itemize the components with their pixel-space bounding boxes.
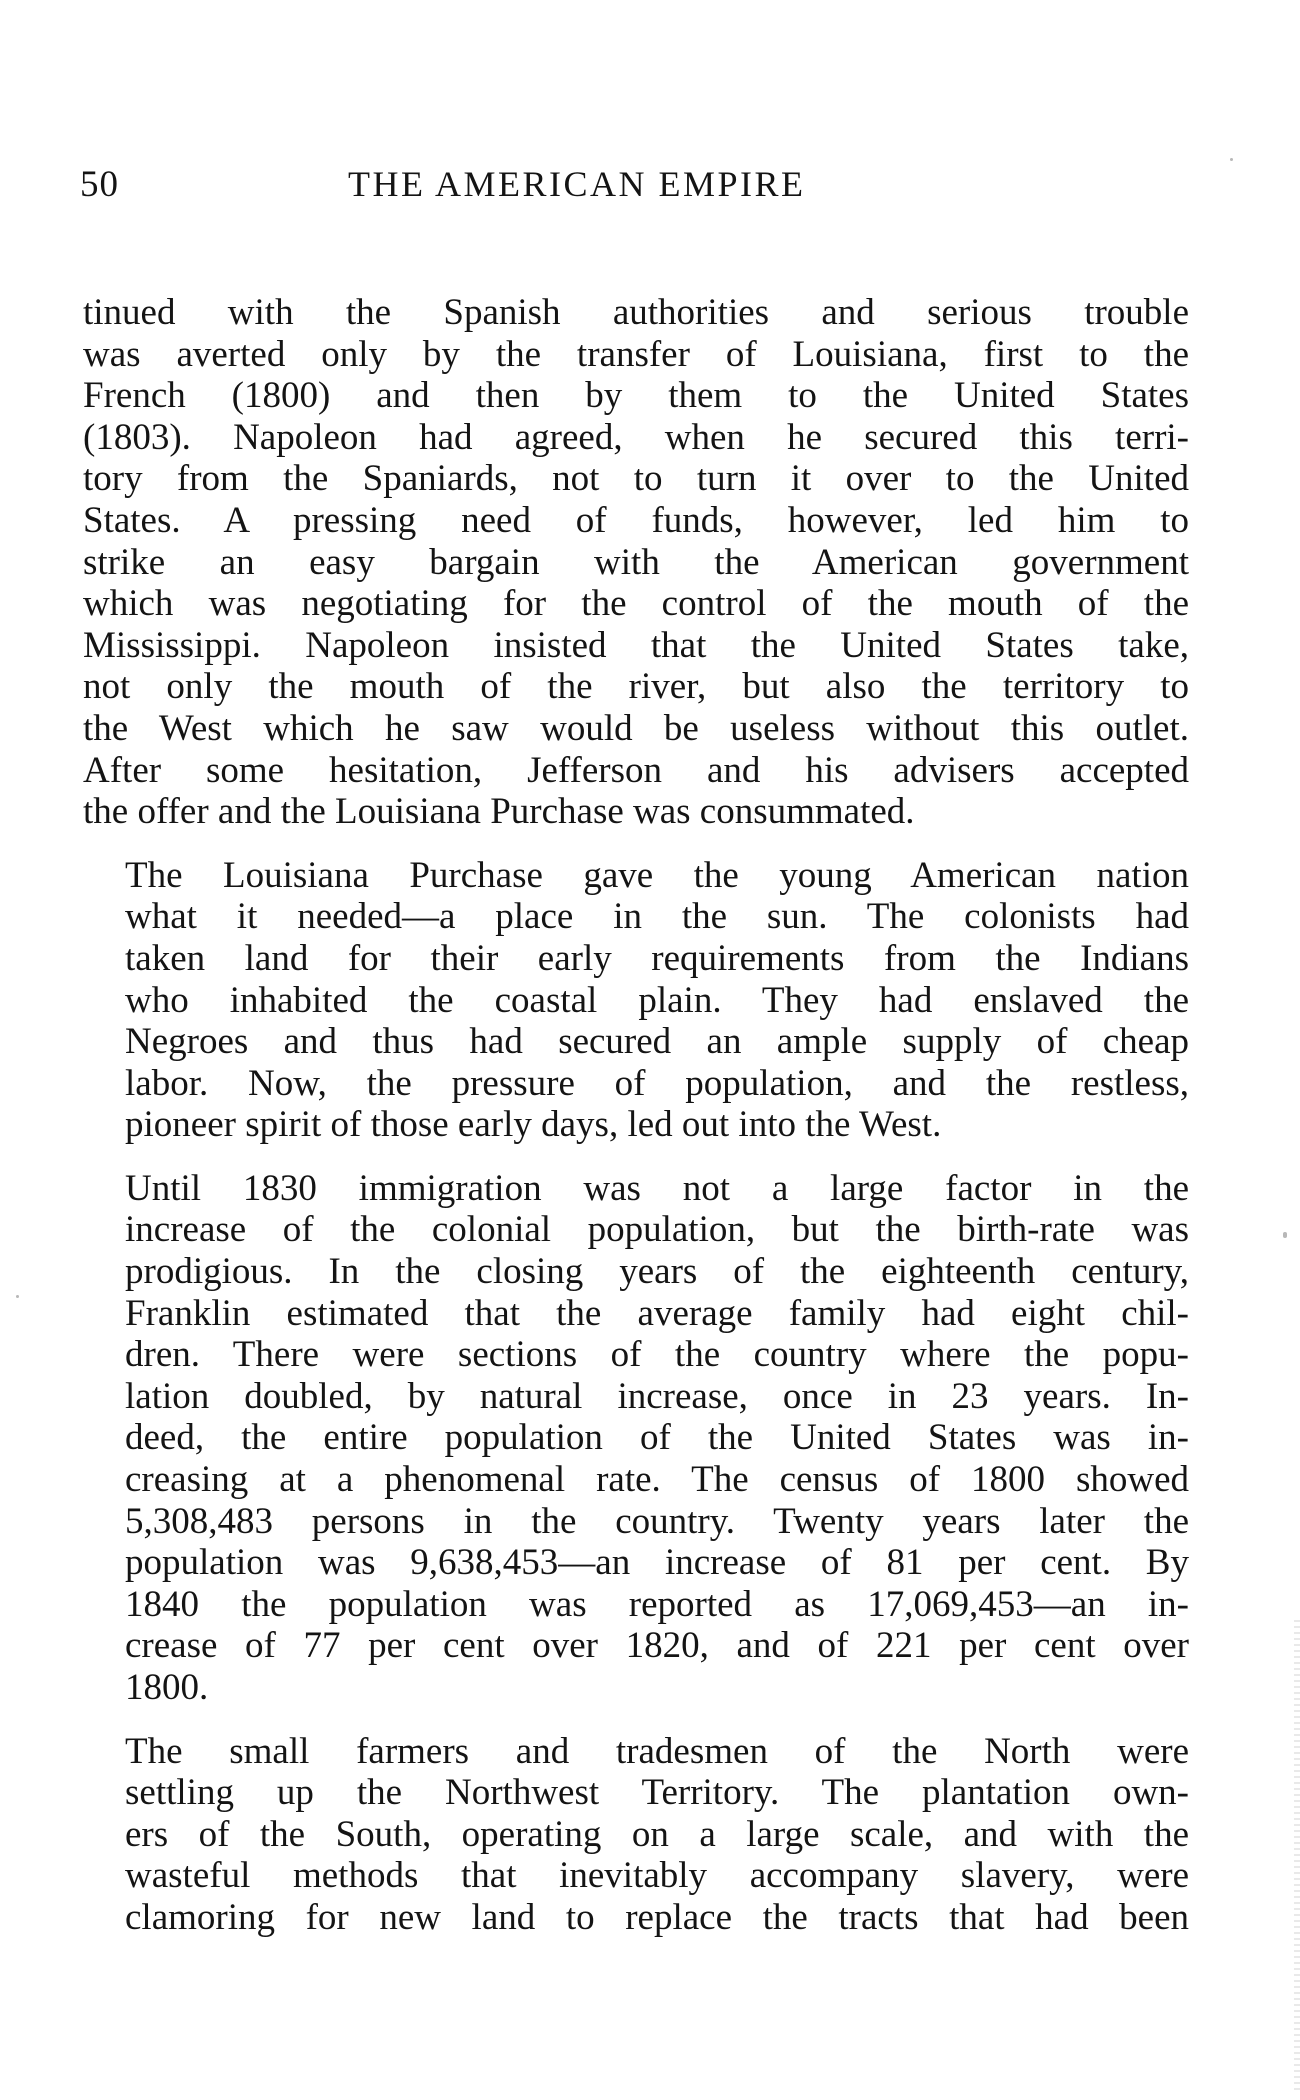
text-line: tory from the Spaniards, not to turn it over to the United xyxy=(83,458,1189,500)
text-line: wasteful methods that inevitably accompany slavery, were xyxy=(125,1855,1189,1897)
text-line: dren. There were sections of the country where the popu- xyxy=(125,1334,1189,1376)
text-line: 1800. xyxy=(125,1667,209,1708)
body-text xyxy=(83,292,1189,1939)
text-line: taken land for their early requirements from the Indians xyxy=(125,937,1189,979)
text-line: the West which he saw would be useless without this outlet. xyxy=(83,707,1189,749)
scan-speck xyxy=(1283,1232,1287,1238)
text-line: deed, the entire population of the United States was in- xyxy=(125,1417,1189,1459)
text-line: The Louisiana Purchase gave the young American nation xyxy=(125,854,1189,896)
text-line: 1840 the population was reported as 17,069,453—an in- xyxy=(125,1583,1189,1625)
text-line: (1803). Napoleon had agreed, when he secured this terri- xyxy=(83,416,1189,458)
text-line: States. A pressing need of funds, however, led him to xyxy=(83,499,1189,541)
text-line: clamoring for new land to replace the tracts that had been xyxy=(125,1896,1189,1938)
running-head xyxy=(80,163,1190,213)
paragraph-3 xyxy=(83,1168,1189,1709)
scan-speck xyxy=(16,1295,19,1298)
text-line: tinued with the Spanish authorities and serious trouble xyxy=(83,292,1189,333)
text-line: Mississippi. Napoleon insisted that the United States take, xyxy=(83,624,1189,666)
text-line: the offer and the Louisiana Purchase was consummated. xyxy=(83,791,915,833)
text-line: pioneer spirit of those early days, led out into the West. xyxy=(125,1104,942,1146)
text-line: French (1800) and then by them to the United States xyxy=(83,375,1189,417)
text-line: population was 9,638,453—an increase of 81 per cent. By xyxy=(125,1542,1189,1584)
text-line: not only the mouth of the river, but also the territory to xyxy=(83,666,1189,708)
text-line: labor. Now, the pressure of population, and the restless, xyxy=(125,1062,1189,1104)
text-line: who inhabited the coastal plain. They had enslaved the xyxy=(125,979,1189,1021)
text-line: lation doubled, by natural increase, once in 23 years. In- xyxy=(125,1375,1189,1417)
paragraph-1 xyxy=(83,292,1189,833)
text-line: creasing at a phenomenal rate. The census of 1800 showed xyxy=(125,1459,1189,1501)
text-line: crease of 77 per cent over 1820, and of 221 per cent over xyxy=(125,1625,1189,1667)
text-line: increase of the colonial population, but the birth-rate was xyxy=(125,1209,1189,1251)
text-line: Negroes and thus had secured an ample supply of cheap xyxy=(125,1021,1189,1063)
text-line: which was negotiating for the control of the mouth of the xyxy=(83,583,1189,625)
text-line: prodigious. In the closing years of the eighteenth century, xyxy=(125,1251,1189,1293)
text-line: The small farmers and tradesmen of the North were xyxy=(125,1730,1189,1772)
running-title: THE AMERICAN EMPIRE xyxy=(348,164,806,204)
page-number: 50 xyxy=(80,164,119,205)
text-line: strike an easy bargain with the American government xyxy=(83,541,1189,583)
text-line: 5,308,483 persons in the country. Twenty years later the xyxy=(125,1500,1189,1542)
paragraph-4 xyxy=(83,1731,1189,1939)
scan-speck xyxy=(1230,158,1233,161)
page-edge-scan-noise xyxy=(1294,1620,1300,2090)
text-line: what it needed—a place in the sun. The colonists had xyxy=(125,896,1189,938)
paragraph-2 xyxy=(83,855,1189,1146)
text-line: After some hesitation, Jefferson and his advisers accepted xyxy=(83,749,1189,791)
text-line: ers of the South, operating on a large scale, and with the xyxy=(125,1813,1189,1855)
text-line: settling up the Northwest Territory. The plantation own- xyxy=(125,1772,1189,1814)
text-line: Franklin estimated that the average family had eight chil- xyxy=(125,1292,1189,1334)
text-line: was averted only by the transfer of Louisiana, first to the xyxy=(83,333,1189,375)
text-line: Until 1830 immigration was not a large factor in the xyxy=(125,1167,1189,1209)
